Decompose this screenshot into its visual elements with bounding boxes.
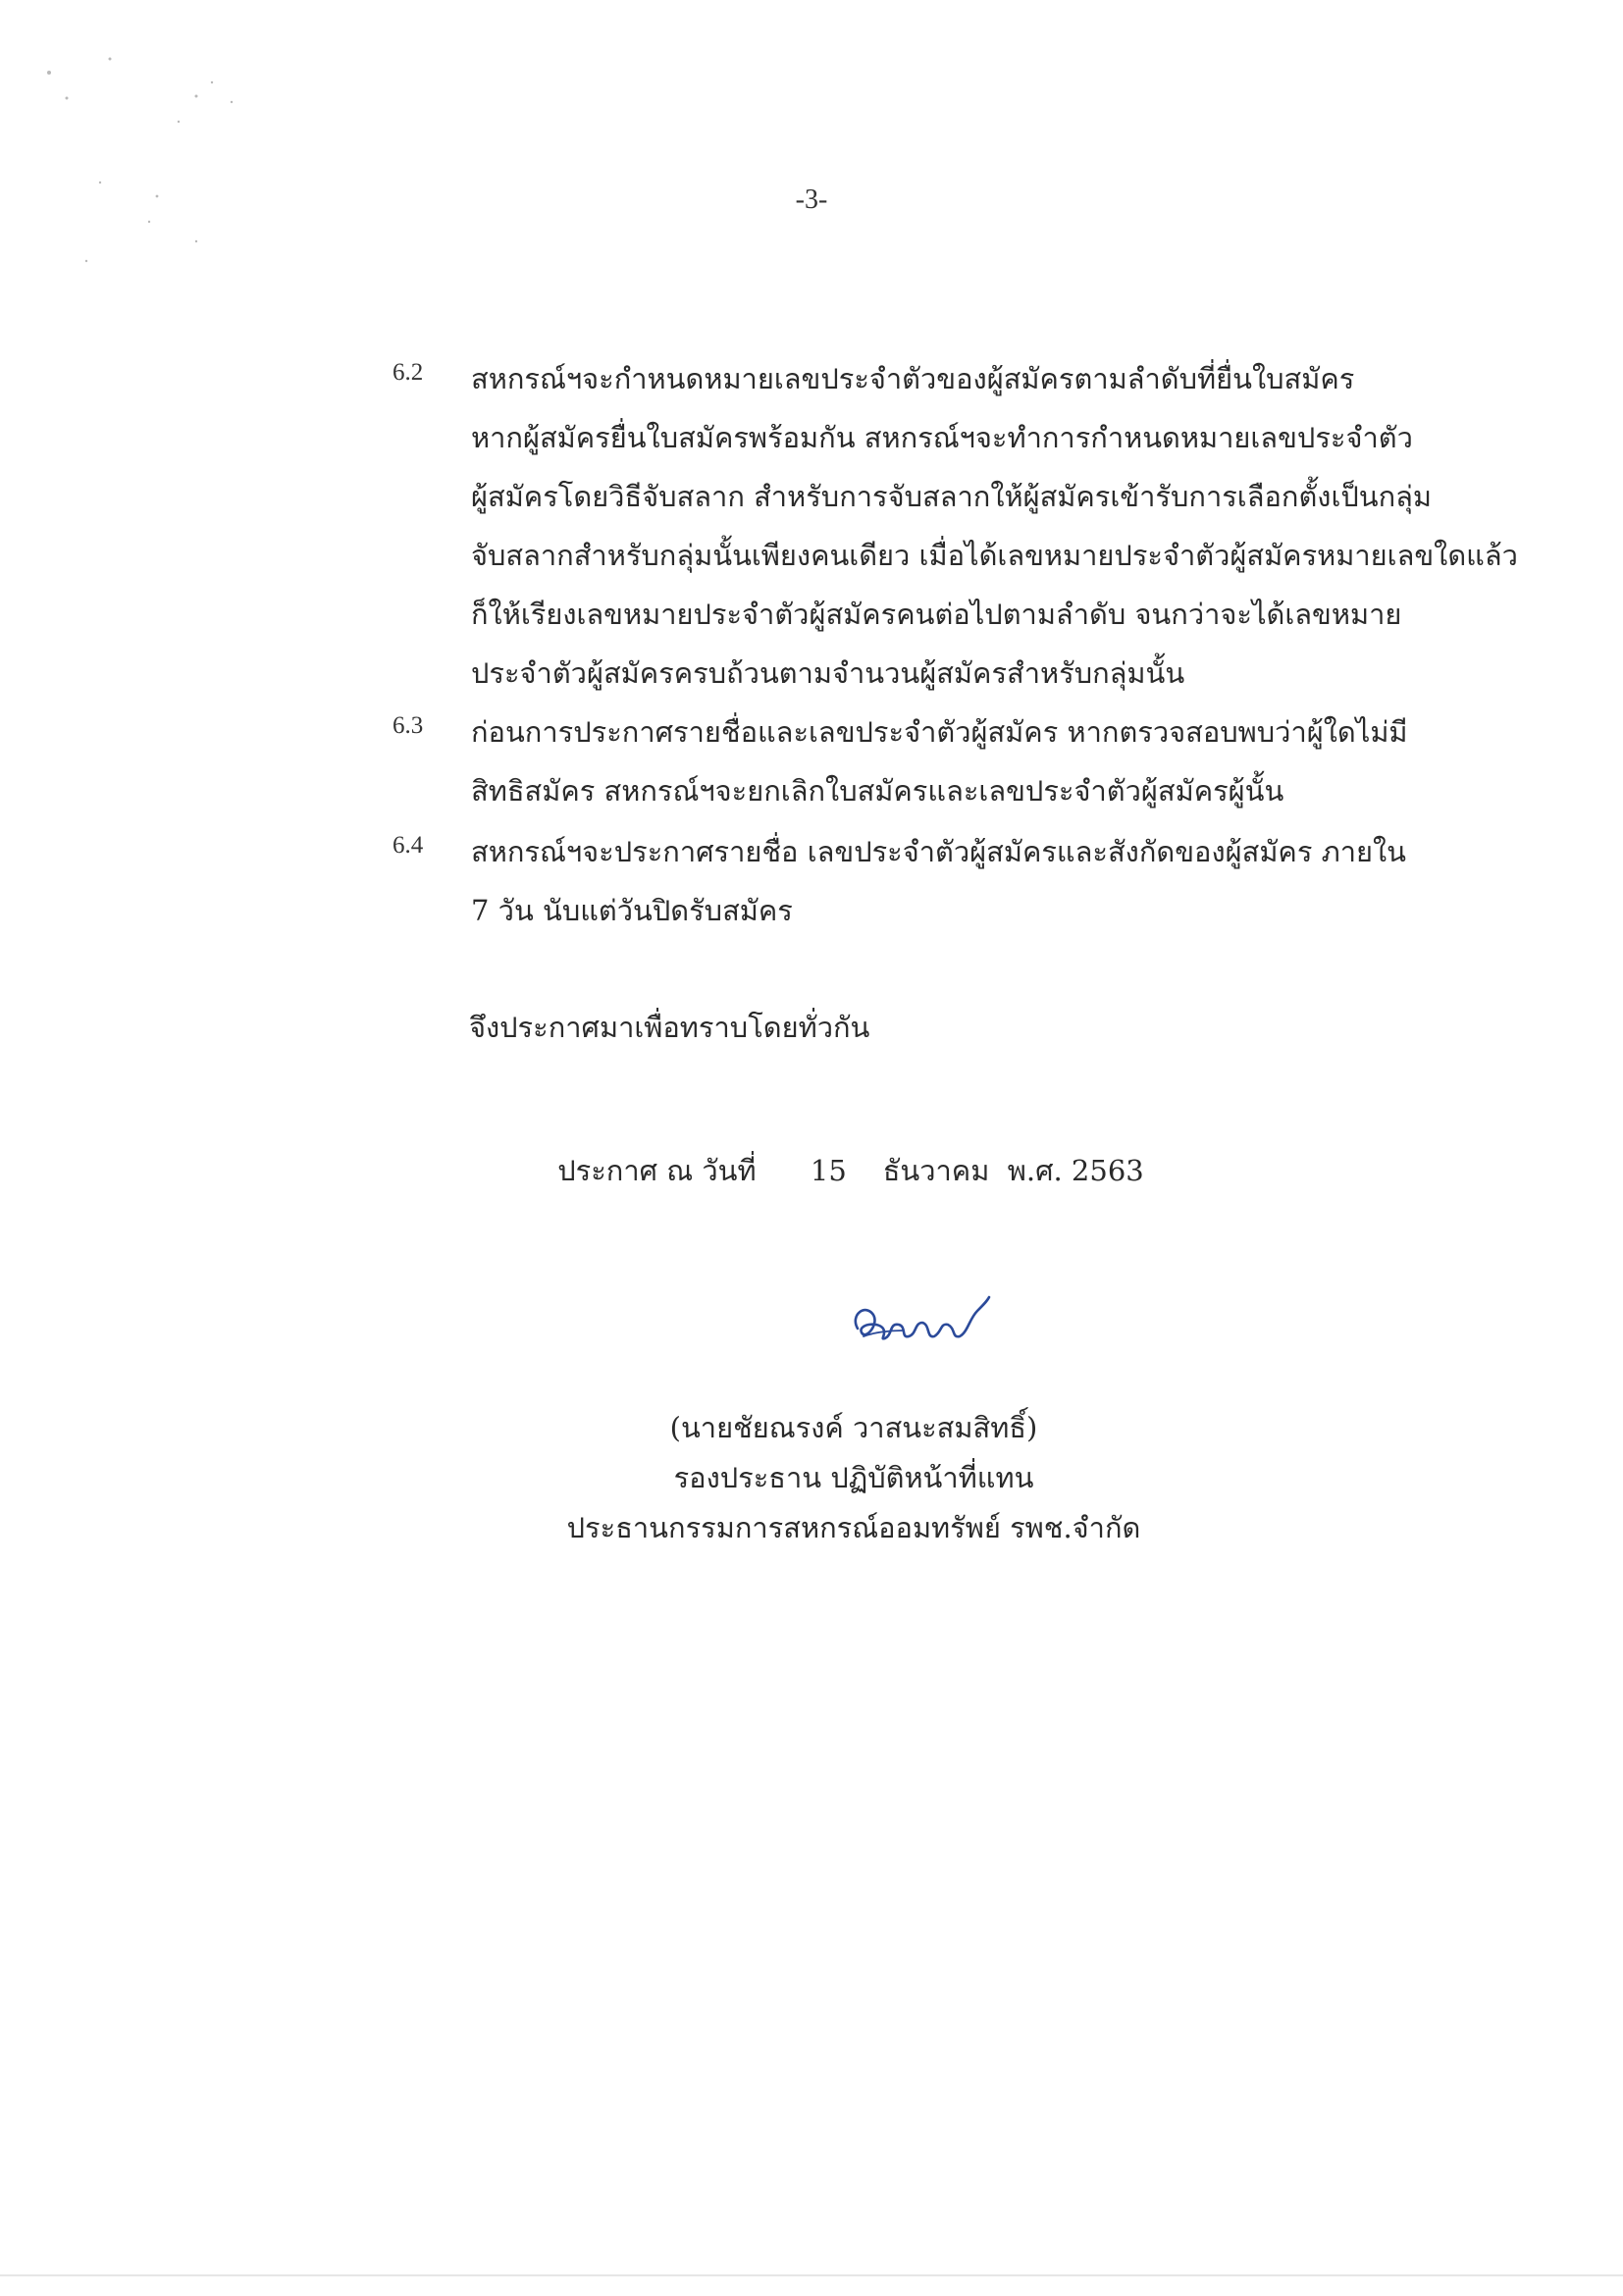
page-number: -3- <box>795 184 828 215</box>
clause-line: 7 วัน นับแต่วันปิดรับสมัคร <box>471 894 793 927</box>
announcement-date-text: ประกาศ ณ วันที่ 15 ธันวาคม พ.ศ. 2563 <box>557 1154 1144 1187</box>
signatory-organization: ประธานกรรมการสหกรณ์ออมทรัพย์ รพช.จำกัด <box>566 1511 1141 1544</box>
clause-number: 6.4 <box>393 832 424 859</box>
clause-text <box>471 349 1518 703</box>
clause-line: สิทธิสมัคร สหกรณ์ฯจะยกเลิกใบสมัครและเลขประจำตัวผู้สมัครผู้นั้น <box>471 774 1284 808</box>
clause-text <box>471 703 1433 820</box>
handwritten-signature <box>844 1285 1001 1374</box>
signature-block <box>491 1403 1217 1553</box>
signatory-name: (นายชัยณรงค์ วาสนะสมสิทธิ์) <box>669 1411 1038 1444</box>
clause-line: ก่อนการประกาศรายชื่อและเลขประจำตัวผู้สมัคร หากตรวจสอบพบว่าผู้ใดไม่มี <box>471 715 1408 749</box>
clause-line: สหกรณ์ฯจะกำหนดหมายเลขประจำตัวของผู้สมัครตามลำดับที่ยื่นใบสมัคร <box>471 362 1355 395</box>
scan-noise-marks <box>39 39 255 275</box>
clause-line: จับสลากสำหรับกลุ่มนั้นเพียงคนเดียว เมื่อได้เลขหมายประจำตัวผู้สมัครหมายเลขใดแล้ว <box>471 539 1518 572</box>
clause-line: ผู้สมัครโดยวิธีจับสลาก สำหรับการจับสลากให้ผู้สมัครเข้ารับการเลือกตั้งเป็นกลุ่ม <box>471 480 1433 513</box>
clause-number: 6.2 <box>393 359 424 386</box>
closing-statement: จึงประกาศมาเพื่อทราบโดยทั่วกัน <box>469 1011 870 1044</box>
clause-text <box>471 822 1433 940</box>
clause-6-3 <box>393 703 1433 820</box>
clause-line: สหกรณ์ฯจะประกาศรายชื่อ เลขประจำตัวผู้สมัครและสังกัดของผู้สมัคร ภายใน <box>471 835 1407 868</box>
clause-6-4 <box>393 822 1433 940</box>
clause-6-2 <box>393 349 1518 703</box>
signatory-position: รองประธาน ปฏิบัติหน้าที่แทน <box>673 1461 1034 1494</box>
clause-number: 6.3 <box>393 712 424 739</box>
clause-line: ก็ให้เรียงเลขหมายประจำตัวผู้สมัครคนต่อไปตามลำดับ จนกว่าจะได้เลขหมาย <box>471 598 1402 631</box>
clause-line: หากผู้สมัครยื่นใบสมัครพร้อมกัน สหกรณ์ฯจะทำการกำหนดหมายเลขประจำตัว <box>471 421 1413 454</box>
page-bottom-edge <box>0 2274 1623 2276</box>
announcement-date <box>0 1146 1623 1195</box>
clause-line: ประจำตัวผู้สมัครครบถ้วนตามจำนวนผู้สมัครสำหรับกลุ่มนั้น <box>471 656 1185 690</box>
